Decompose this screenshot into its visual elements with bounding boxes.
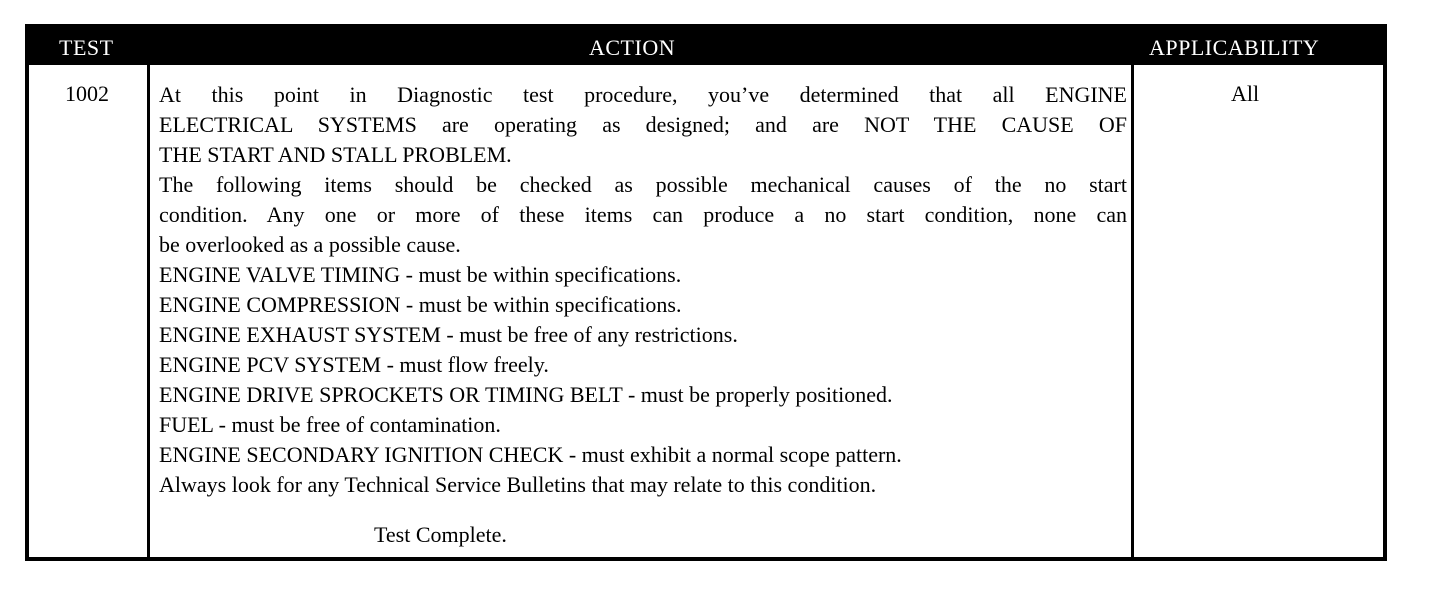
header-applicability: APPLICABILITY xyxy=(1149,35,1320,60)
action-line: ENGINE PCV SYSTEM - must flow freely. xyxy=(159,352,549,377)
action-line: ELECTRICAL SYSTEMS are operating as designed; and are NOT THE CAUSE OF xyxy=(159,112,1127,137)
column-divider-applicability xyxy=(1131,65,1134,557)
test-number: 1002 xyxy=(65,81,109,106)
action-line: be overlooked as a possible cause. xyxy=(159,232,461,257)
action-line: ENGINE SECONDARY IGNITION CHECK - must exhibit a normal scope pattern. xyxy=(159,442,902,467)
action-line: The following items should be checked as possible mechanical causes of the no start xyxy=(159,172,1127,197)
action-line: At this point in Diagnostic test procedure, you’ve determined that all ENGINE xyxy=(159,82,1127,107)
action-line: ENGINE EXHAUST SYSTEM - must be free of any restrictions. xyxy=(159,322,738,347)
action-text xyxy=(159,80,1127,500)
test-complete-text: Test Complete. xyxy=(374,522,507,547)
action-line: THE START AND STALL PROBLEM. xyxy=(159,142,512,167)
action-line: FUEL - must be free of contamination. xyxy=(159,412,501,437)
column-divider-test xyxy=(147,65,150,557)
action-line: condition. Any one or more of these items can produce a no start condition, none can xyxy=(159,202,1127,227)
action-line: ENGINE DRIVE SPROCKETS OR TIMING BELT - must be properly positioned. xyxy=(159,382,893,407)
diagnostic-table xyxy=(25,24,1387,561)
action-line: Always look for any Technical Service Bulletins that may relate to this condition. xyxy=(159,472,877,497)
header-test: TEST xyxy=(59,35,114,60)
action-line: ENGINE COMPRESSION - must be within specifications. xyxy=(159,292,682,317)
table-header xyxy=(29,28,1383,65)
applicability-value: All xyxy=(1231,81,1260,106)
action-line: ENGINE VALVE TIMING - must be within specifications. xyxy=(159,262,682,287)
header-action: ACTION xyxy=(589,35,676,60)
